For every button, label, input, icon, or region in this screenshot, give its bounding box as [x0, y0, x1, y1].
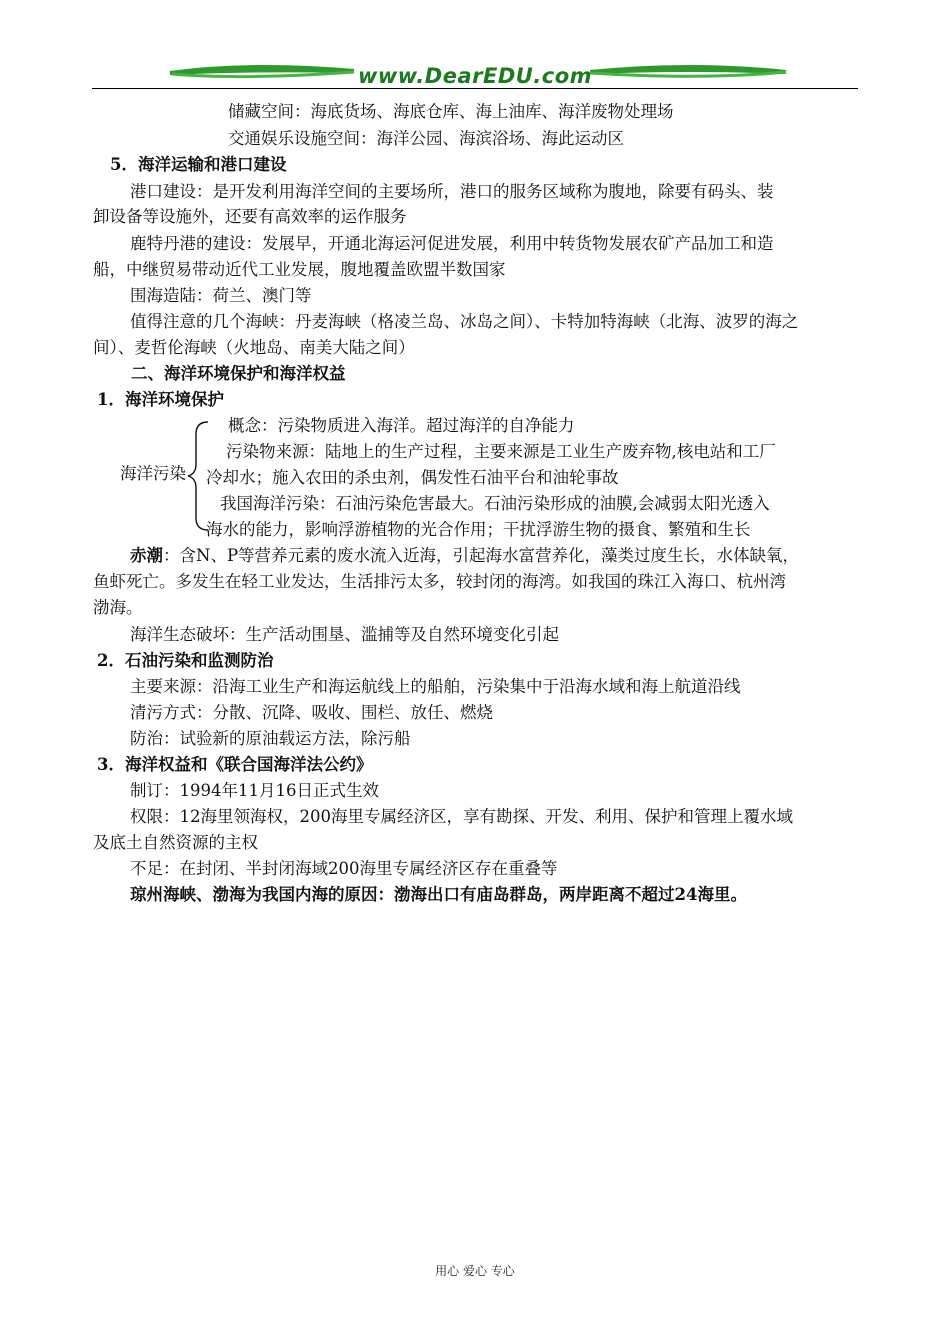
line-china-pollution-cont: 海水的能力，影响浮游植物的光合作用；干扰浮游生物的摄食、繁殖和生长: [206, 520, 751, 539]
curly-brace-icon: [186, 420, 212, 532]
line-internal-sea-reason: 琼州海峡、渤海为我国内海的原因：渤海出口有庙岛群岛，两岸距离不超过24海里。: [130, 885, 747, 904]
brace-label: 海洋污染: [120, 464, 186, 483]
line-eco-damage: 海洋生态破坏：生产活动围垦、滥捕等及自然环境变化引起: [130, 625, 559, 644]
header-divider: [92, 88, 858, 89]
page-footer: 用心 爱心 专心: [435, 1264, 515, 1278]
line-storage-space: 储藏空间：海底货场、海底仓库、海上油库、海洋废物处理场: [228, 102, 674, 121]
line-straits-cont: 间）、麦哲伦海峡（火地岛、南美大陆之间）: [93, 338, 415, 357]
line-transport-space: 交通娱乐设施空间：海洋公园、海滨浴场、海此运动区: [228, 129, 624, 148]
line-rotterdam: 鹿特丹港的建设：发展早，开通北海运河促进发展，利用中转货物发展农矿产品加工和造: [130, 234, 774, 253]
line-pollution-concept: 概念：污染物质进入海洋。超过海洋的自净能力: [228, 416, 575, 435]
line-main-sources: 主要来源：沿海工业生产和海运航线上的船舶，污染集中于沿海水域和海上航道沿线: [130, 677, 741, 696]
line-shortcomings: 不足：在封闭、半封闭海域200海里专属经济区存在重叠等: [130, 859, 558, 878]
page-header: [92, 60, 858, 90]
line-straits: 值得注意的几个海峡：丹麦海峡（格凌兰岛、冰岛之间）、卡特加特海峡（北海、波罗的海之: [130, 312, 799, 331]
line-red-tide-end: 渤海。: [93, 598, 143, 617]
line-enacted: 制订：1994年11月16日正式生效: [130, 781, 379, 800]
heading-oil-pollution: 2．石油污染和监测防治: [97, 651, 274, 670]
heading-env-protection: 1．海洋环境保护: [97, 390, 224, 409]
line-port-construction: 港口建设：是开发利用海洋空间的主要场所，港口的服务区域称为腹地，除要有码头、装: [130, 182, 774, 201]
line-pollution-sources-cont: 冷却水；施入农田的杀虫剂，偶发性石油平台和油轮事故: [206, 468, 619, 487]
site-logo-text: www.DearEDU.com: [357, 64, 593, 88]
red-tide-term: 赤潮: [130, 546, 163, 565]
line-red-tide: [130, 544, 799, 568]
line-rights-cont: 及底土自然资源的主权: [93, 833, 258, 852]
line-land-reclamation: 围海造陆：荷兰、澳门等: [130, 286, 312, 305]
red-tide-text: ：含N、P等营养元素的废水流入近海，引起海水富营养化，藻类过度生长，水体缺氧，: [163, 546, 800, 565]
line-rotterdam-cont: 船，中继贸易带动近代工业发展，腹地覆盖欧盟半数国家: [93, 260, 506, 279]
line-prevention: 防治：试验新的原油载运方法，除污船: [130, 729, 411, 748]
line-pollution-sources: 污染物来源：陆地上的生产过程，主要来源是工业生产废弃物,核电站和工厂: [226, 442, 776, 461]
line-port-construction-cont: 卸设备等设施外，还要有高效率的运作服务: [93, 207, 407, 226]
heading-maritime-rights: 3．海洋权益和《联合国海洋法公约》: [97, 755, 373, 774]
line-red-tide-cont: 鱼虾死亡。多发生在轻工业发达，生活排污太多，较封闭的海湾。如我国的珠江入海口、杭州湾: [93, 572, 786, 591]
heading-section-two: 二、海洋环境保护和海洋权益: [131, 364, 346, 383]
line-cleanup-methods: 清污方式：分散、沉降、吸收、围栏、放任、燃烧: [130, 703, 493, 722]
line-china-pollution: 我国海洋污染：石油污染危害最大。石油污染形成的油膜,会减弱太阳光透入: [220, 494, 770, 513]
heading-shipping-ports: 5．海洋运输和港口建设: [110, 155, 287, 174]
line-rights: 权限：12海里领海权，200海里专属经济区，享有勘探、开发、利用、保护和管理上覆水域: [130, 807, 793, 826]
